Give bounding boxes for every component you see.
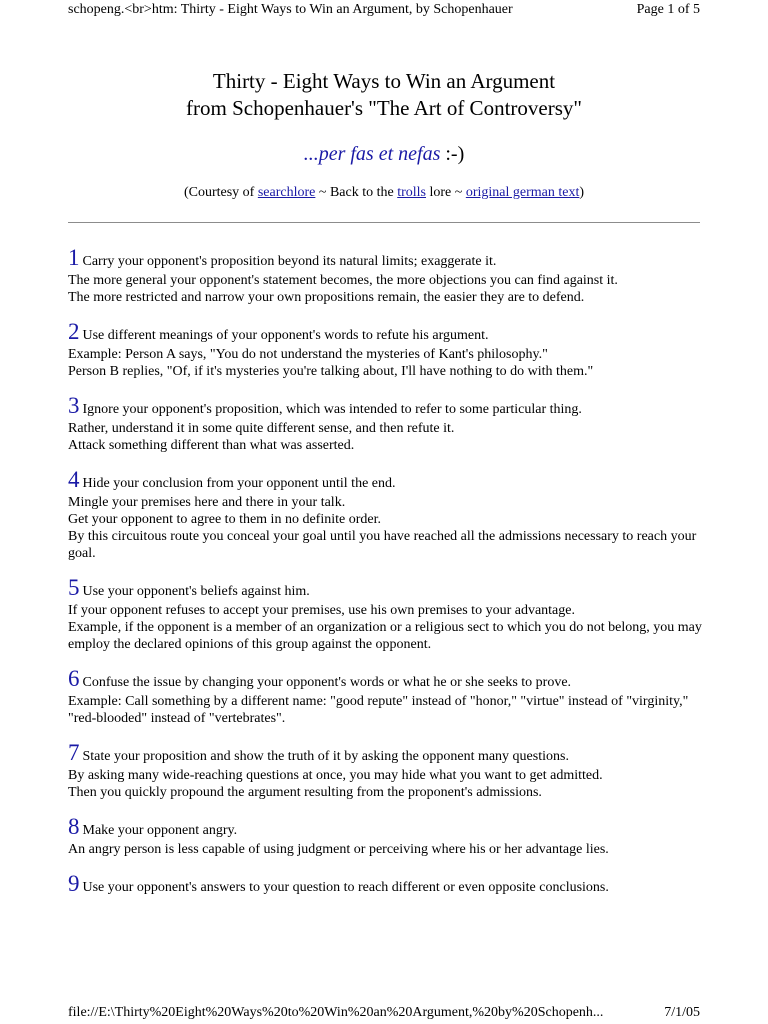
print-header: [68, 2, 700, 18]
way-item-1: [68, 245, 708, 306]
subtitle-latin: ...per fas et nefas: [303, 143, 441, 165]
way-text: Example, if the opponent is a member of an organization or a religious sect to which you do not belong, you may employ the declared opinions of this group against the opponent.: [68, 620, 702, 652]
way-item-9: [68, 871, 708, 898]
ways-list: [68, 245, 708, 914]
way-item-4: [68, 467, 708, 562]
way-text: The more general your opponent's statement becomes, the more objections you can find against it.: [68, 273, 618, 288]
way-item-7: [68, 740, 708, 801]
way-item-3: [68, 393, 708, 454]
way-text: Get your opponent to agree to them in no definite order.: [68, 512, 381, 527]
way-heading: Use your opponent's beliefs against him.: [82, 584, 310, 599]
header-filename: schopeng.<br>htm: Thirty - Eight Ways to Win an Argument, by Schopenhauer: [68, 2, 513, 17]
way-text: By asking many wide-reaching questions at once, you may hide what you want to get admitted.: [68, 768, 603, 783]
footer-file-path: file://E:\Thirty%20Eight%20Ways%20to%20Win%20an%20Argument,%20by%20Schopenh...: [68, 1005, 604, 1020]
way-number: 8: [68, 814, 80, 839]
way-heading: Ignore your opponent's proposition, which was intended to refer to some particular thing.: [82, 402, 582, 417]
way-heading: Make your opponent angry.: [82, 823, 238, 838]
subtitle-emoticon: :-): [440, 143, 465, 165]
way-item-6: [68, 666, 708, 727]
subtitle: [0, 142, 768, 166]
way-number: 1: [68, 245, 80, 270]
page-title-line-2: from Schopenhauer's "The Art of Controversy": [186, 96, 582, 120]
header-page-indicator: Page 1 of 5: [636, 2, 700, 17]
way-number: 3: [68, 393, 80, 418]
page-title: [0, 68, 768, 122]
way-text: By this circuitous route you conceal your goal until you have reached all the admissions necessary to reach your goal.: [68, 529, 697, 561]
courtesy-line: [0, 185, 768, 201]
print-footer: [68, 1005, 700, 1021]
way-number: 2: [68, 319, 80, 344]
way-heading: Carry your opponent's proposition beyond its natural limits; exaggerate it.: [82, 254, 497, 269]
way-heading: Use different meanings of your opponent's words to refute his argument.: [82, 328, 489, 343]
way-text: Attack something different than what was asserted.: [68, 438, 355, 453]
way-text: Then you quickly propound the argument resulting from the proponent's admissions.: [68, 785, 542, 800]
way-text: If your opponent refuses to accept your premises, use his own premises to your advantage.: [68, 603, 575, 618]
way-text: Mingle your premises here and there in your talk.: [68, 495, 346, 510]
courtesy-mid-1: ~ Back to the: [315, 185, 398, 200]
page-title-line-1: Thirty - Eight Ways to Win an Argument: [212, 69, 556, 93]
way-text: Example: Call something by a different name: "good repute" instead of "honor," "virtue" instead of "virginity," "red-blooded" instead of "vertebrates".: [68, 694, 689, 726]
courtesy-close: ): [579, 185, 585, 200]
original-german-text-link[interactable]: original german text: [465, 185, 580, 200]
courtesy-mid-2: lore ~: [426, 185, 466, 200]
footer-date: 7/1/05: [664, 1005, 700, 1020]
searchlore-link[interactable]: searchlore: [257, 185, 316, 200]
way-heading: Confuse the issue by changing your opponent's words or what he or she seeks to prove.: [82, 675, 572, 690]
way-number: 6: [68, 666, 80, 691]
title-block: [0, 68, 768, 201]
way-heading: Use your opponent's answers to your question to reach different or even opposite conclusions.: [82, 880, 609, 895]
way-heading: State your proposition and show the truth of it by asking the opponent many questions.: [82, 749, 569, 764]
way-number: 5: [68, 575, 80, 600]
way-number: 7: [68, 740, 80, 765]
trolls-link[interactable]: trolls: [397, 185, 426, 200]
way-text: The more restricted and narrow your own propositions remain, the easier they are to defend.: [68, 290, 585, 305]
way-number: 4: [68, 467, 80, 492]
way-number: 9: [68, 871, 80, 896]
way-item-5: [68, 575, 708, 653]
horizontal-divider: [68, 222, 700, 223]
way-text: An angry person is less capable of using judgment or perceiving where his or her advantage lies.: [68, 842, 609, 857]
way-item-2: [68, 319, 708, 380]
way-text: Person B replies, "Of, if it's mysteries you're talking about, I'll have nothing to do with them.": [68, 364, 594, 379]
way-item-8: [68, 814, 708, 858]
way-text: Example: Person A says, "You do not understand the mysteries of Kant's philosophy.": [68, 347, 548, 362]
way-text: Rather, understand it in some quite different sense, and then refute it.: [68, 421, 455, 436]
way-heading: Hide your conclusion from your opponent until the end.: [82, 476, 396, 491]
courtesy-open: (Courtesy of: [183, 185, 258, 200]
